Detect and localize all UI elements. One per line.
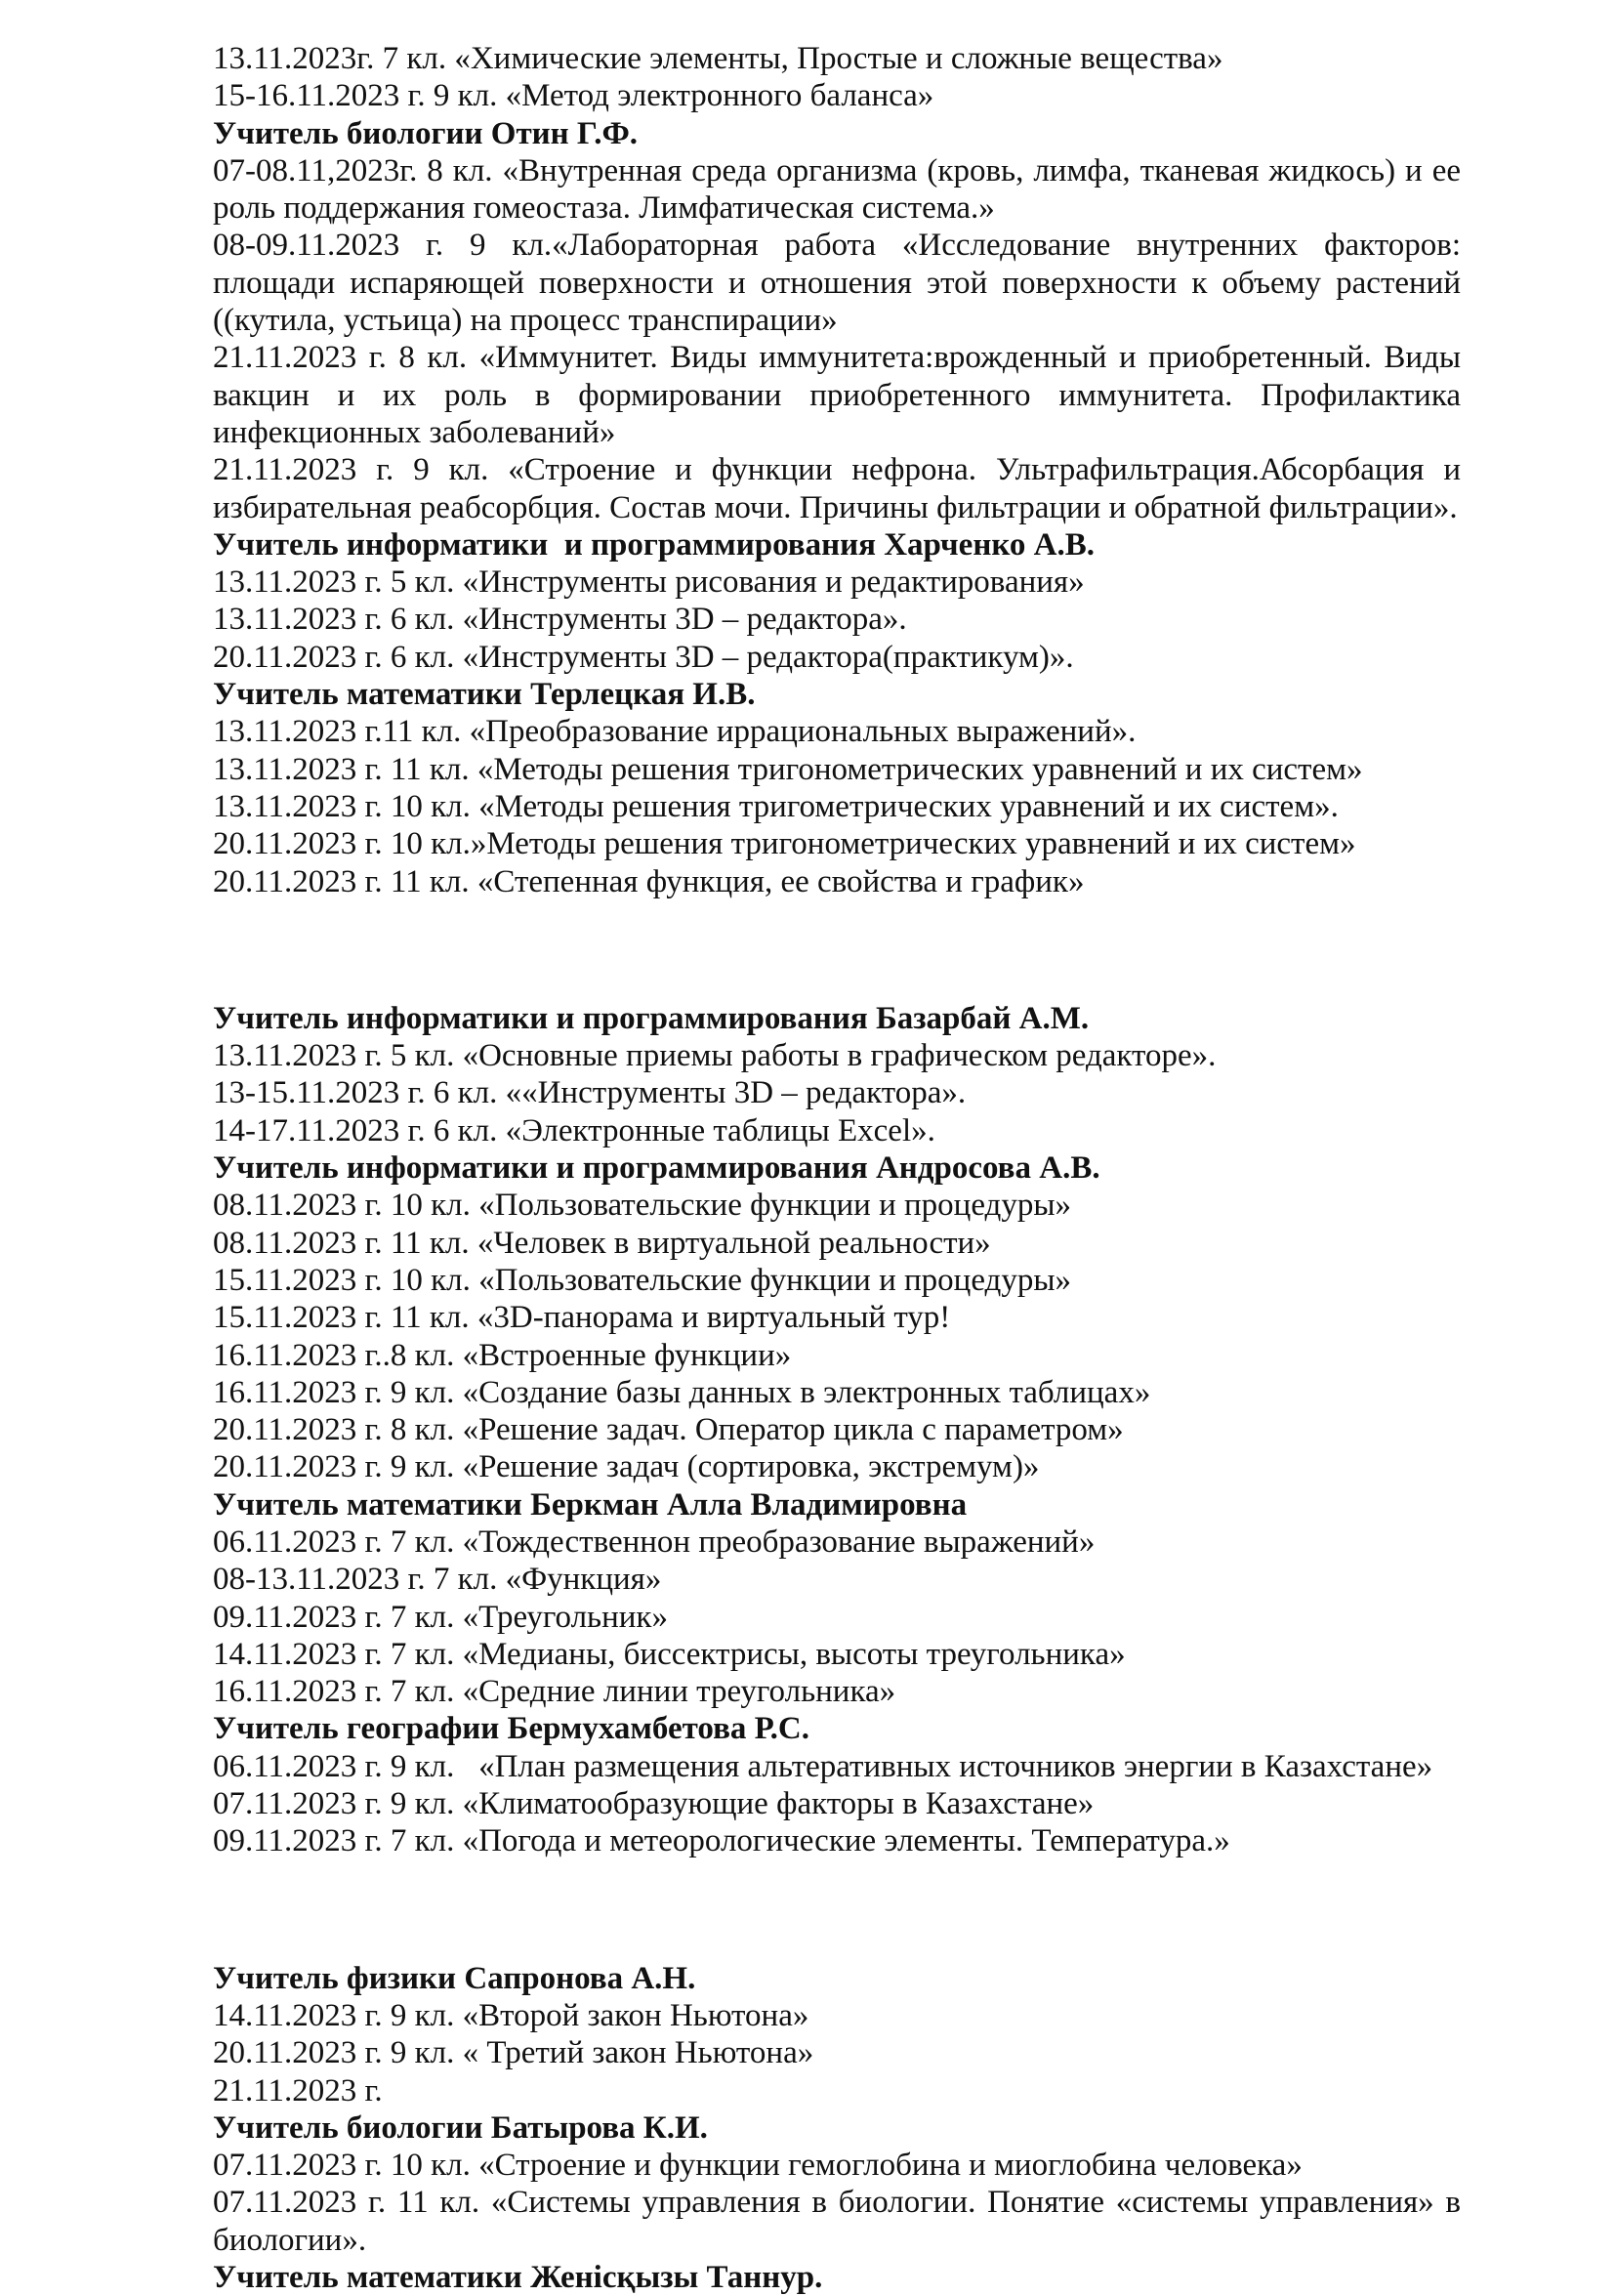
lesson-entry: 08-09.11.2023 г. 9 кл.«Лабораторная работа «Исследование внутренних факторов: площади испаряющей поверхности и отношения этой поверхности к объему растений ((кутила, устьица) на процесс транспирации»	[213, 228, 1470, 339]
teacher-heading: Учитель математики Женісқызы Таннур.	[213, 2260, 823, 2296]
lesson-entry: 13.11.2023 г. 5 кл. «Основные приемы работы в графическом редакторе».	[213, 1038, 1217, 1074]
lesson-entry: 14.11.2023 г. 9 кл. «Второй закон Ньютона»	[213, 1997, 809, 2033]
lesson-entry: 16.11.2023 г..8 кл. «Встроенные функции»	[213, 1337, 792, 1373]
teacher-heading: Учитель информатики и программирования Базарбай А.М.	[213, 1000, 1090, 1036]
lesson-entry: 21.11.2023 г.	[213, 2072, 383, 2108]
lesson-entry: 21.11.2023 г. 9 кл. «Строение и функции нефрона. Ультрафильтрация.Абсорбация и избирательная реабсорбция. Состав мочи. Причины фильтрации и обратной фильтрации».	[213, 452, 1470, 525]
blank-line	[213, 933, 1461, 968]
lesson-entry: 20.11.2023 г. 10 кл.»Методы решения тригонометрических уравнений и их систем»	[213, 826, 1356, 862]
lesson-entry: 15.11.2023 г. 10 кл. «Пользовательские функции и процедуры»	[213, 1262, 1071, 1298]
lesson-entry: 13-15.11.2023 г. 6 кл. ««Инструменты 3D – редактора».	[213, 1075, 967, 1111]
lesson-entry: 08.11.2023 г. 10 кл. «Пользовательские функции и процедуры»	[213, 1188, 1071, 1224]
lesson-entry: 06.11.2023 г. 9 кл. «План размещения альтеративных источников энергии в Казахстане»	[213, 1748, 1433, 1784]
lesson-entry: 16.11.2023 г. 7 кл. «Средние линии треугольника»	[213, 1674, 896, 1710]
lesson-entry: 08-13.11.2023 г. 7 кл. «Функция»	[213, 1562, 662, 1598]
teacher-heading: Учитель математики Терлецкая И.В.	[213, 677, 756, 713]
teacher-heading: Учитель географии Бермухамбетова Р.С.	[213, 1711, 809, 1747]
lesson-entry: 13.11.2023 г. 6 кл. «Инструменты 3D – редактора».	[213, 602, 907, 638]
lesson-entry: 13.11.2023 г. 5 кл. «Инструменты рисования и редактирования»	[213, 564, 1085, 601]
lesson-entry: 20.11.2023 г. 11 кл. «Степенная функция, ее свойства и график»	[213, 863, 1085, 899]
teacher-heading: Учитель информатики и программирования Харченко А.В.	[213, 526, 1096, 563]
lesson-entry: 16.11.2023 г. 9 кл. «Создание базы данных в электронных таблицах»	[213, 1374, 1151, 1410]
lesson-entry: 06.11.2023 г. 7 кл. «Тождественнон преобразование выражений»	[213, 1524, 1096, 1560]
lesson-entry: 07.11.2023 г. 11 кл. «Системы управления в биологии. Понятие «системы управления» в биологии».	[213, 2185, 1470, 2258]
lesson-entry: 20.11.2023 г. 8 кл. «Решение задач. Оператор цикла с параметром»	[213, 1412, 1124, 1448]
teacher-heading: Учитель биологии Отин Г.Ф.	[213, 115, 639, 151]
blank-line	[213, 1893, 1461, 1928]
teacher-heading: Учитель информатики и программирования Андросова А.В.	[213, 1150, 1100, 1187]
lesson-entry: 20.11.2023 г. 6 кл. «Инструменты 3D – редактора(практикум)».	[213, 639, 1074, 675]
lesson-entry: 20.11.2023 г. 9 кл. « Третий закон Ньютона»	[213, 2035, 814, 2071]
lesson-entry: 14.11.2023 г. 7 кл. «Медианы, биссектрисы, высоты треугольника»	[213, 1636, 1126, 1672]
lesson-entry: 15.11.2023 г. 11 кл. «3D-панорама и виртуальный тур!	[213, 1300, 951, 1336]
lesson-entry: 07-08.11,2023г. 8 кл. «Внутренная среда организма (кровь, лимфа, тканевая жидкось) и ее роль поддержания гомеостаза. Лимфатическая система.»	[213, 152, 1470, 227]
lesson-entry: 21.11.2023 г. 8 кл. «Иммунитет. Виды иммунитета:врожденный и приобретенный. Виды вакцин и их роль в формировании приобретенного иммунитета. Профилактика инфекционных заболеваний»	[213, 340, 1470, 450]
lesson-entry: 20.11.2023 г. 9 кл. «Решение задач (сортировка, экстремум)»	[213, 1449, 1040, 1485]
lesson-entry: 13.11.2023 г.11 кл. «Преобразование иррациональных выражений».	[213, 714, 1137, 750]
teacher-heading: Учитель физики Сапронова А.Н.	[213, 1960, 696, 1996]
lesson-entry: 13.11.2023 г. 11 кл. «Методы решения тригонометрических уравнений и их систем»	[213, 751, 1363, 787]
lesson-entry: 09.11.2023 г. 7 кл. «Погода и метеорологические элементы. Температура.»	[213, 1823, 1230, 1859]
lesson-entry: 13.11.2023г. 7 кл. «Химические элементы, Простые и сложные вещества»	[213, 41, 1223, 76]
lesson-entry: 15-16.11.2023 г. 9 кл. «Метод электронного баланса»	[213, 78, 934, 114]
teacher-heading: Учитель математики Беркман Алла Владимировна	[213, 1486, 968, 1523]
lesson-entry: 09.11.2023 г. 7 кл. «Треугольник»	[213, 1599, 668, 1635]
lesson-entry: 14-17.11.2023 г. 6 кл. «Электронные таблицы Excel».	[213, 1112, 935, 1148]
document-page	[213, 40, 1470, 2296]
lesson-entry: 13.11.2023 г. 10 кл. «Методы решения тригометрических уравнений и их систем».	[213, 788, 1339, 824]
lesson-entry: 07.11.2023 г. 9 кл. «Климатообразующие факторы в Казахстане»	[213, 1786, 1095, 1822]
lesson-entry: 08.11.2023 г. 11 кл. «Человек в виртуальной реальности»	[213, 1225, 991, 1261]
teacher-heading: Учитель биологии Батырова К.И.	[213, 2109, 708, 2146]
lesson-entry: 07.11.2023 г. 10 кл. «Строение и функции гемоглобина и миоглобина человека»	[213, 2148, 1303, 2184]
